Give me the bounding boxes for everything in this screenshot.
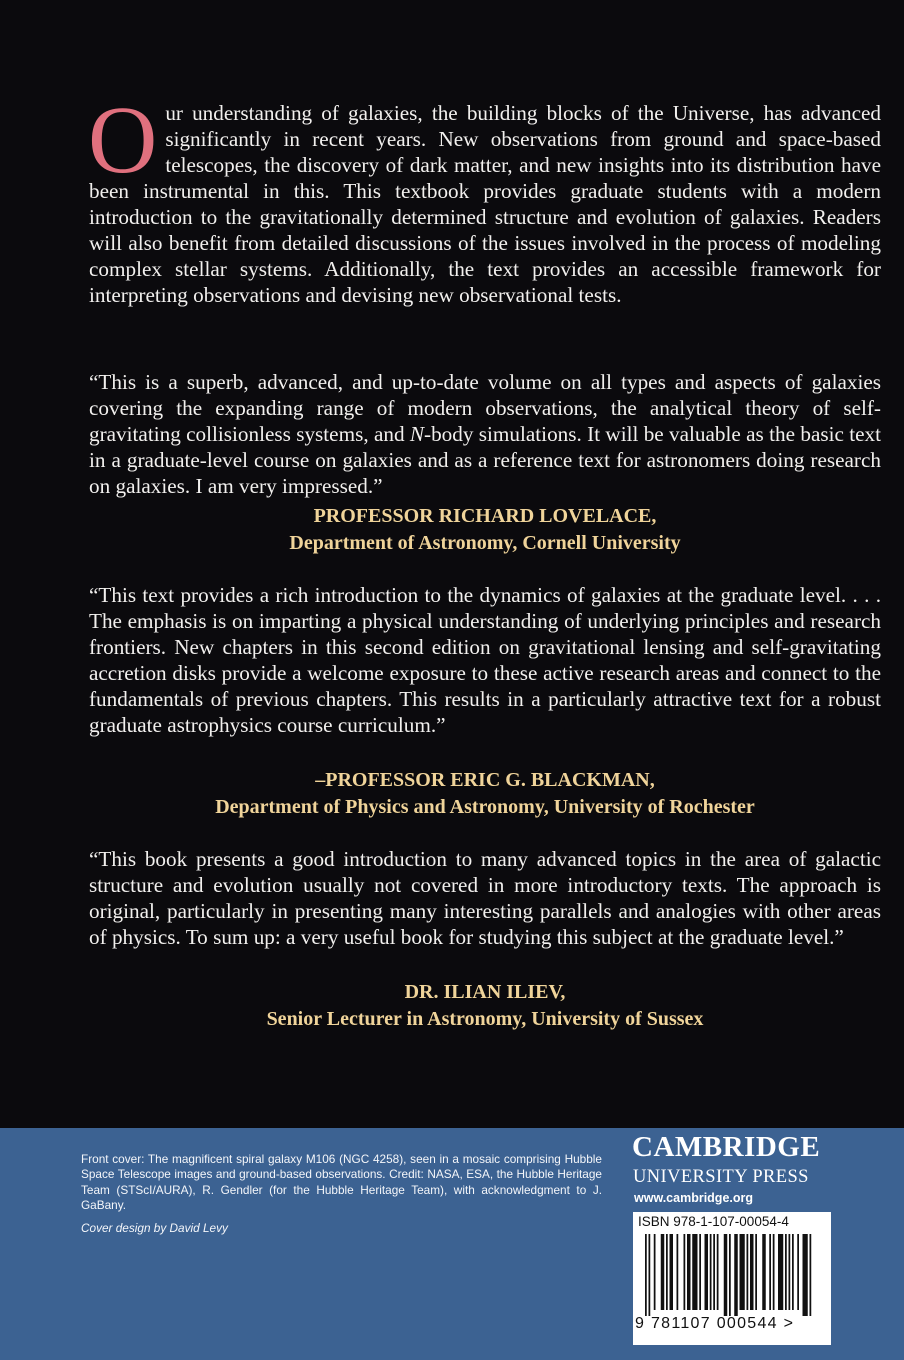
barcode-bar (750, 1234, 754, 1310)
barcode-bar (734, 1234, 738, 1316)
barcode-bar (670, 1234, 674, 1310)
barcode-bar (705, 1234, 709, 1310)
barcode-bar (803, 1234, 808, 1316)
attribution-name: DR. ILIAN ILIEV, (404, 981, 566, 1003)
barcode-bar (762, 1234, 766, 1310)
attribution-name: –PROFESSOR ERIC G. BLACKMAN, (315, 769, 655, 791)
description-text: ur understanding of galaxies, the building blocks of the Universe, has advanced significantly in recent years. New observations from ground and space-based telescopes, the discovery of dark matter, and new insights into its distribution have been instrumental in this. This textbook provides graduate students with a modern introduction to the gravitationally determined structure and evolution of galaxies. Readers will also benefit from detailed discussions of the issues involved in the process of modeling complex stellar systems. Additionally, the text provides an accessible framework for interpreting observations and devising new observational tests. (89, 101, 881, 307)
attribution-affiliation: Senior Lecturer in Astronomy, University of Sussex (266, 1008, 704, 1030)
barcode-box (633, 1212, 831, 1345)
barcode-bar (692, 1234, 697, 1310)
barcode-bar (747, 1234, 749, 1310)
barcode-bar (755, 1234, 757, 1310)
barcode-icon (641, 1234, 823, 1316)
barcode-bar (717, 1234, 719, 1310)
cover-credit: Front cover: The magnificent spiral galaxy M106 (NGC 4258), seen in a mosaic comprising Hubble Space Telescope images and ground-based observations. Credit: NASA, ESA, the Hubble Heritage Team (STScI/AURA), R. Gendler (for the Hubble Heritage Team), with acknowledgment to J. GaBany. (81, 1152, 602, 1212)
barcode-bar (724, 1234, 728, 1316)
barcode-bar (729, 1234, 731, 1316)
attribution-blackman (89, 767, 881, 821)
drop-cap: O (88, 86, 158, 193)
barcode-bar (810, 1234, 812, 1316)
barcode-bar (661, 1234, 665, 1310)
attribution-lovelace (89, 503, 881, 557)
quote-text: “This text provides a rich introduction to the dynamics of galaxies at the graduate level. . . . The emphasis is on imparting a physical understanding of underlying principles and research frontiers. New chapters in this second edition on gravitational lensing and self-gravitating accretion disks provide a welcome exposure to these active research areas and connect to the fundamentals of previous chapters. This results in a particularly attractive text for a robust graduate astrophysics course curriculum.” (89, 583, 881, 737)
barcode-bar (789, 1234, 791, 1310)
barcode-bar (792, 1234, 794, 1310)
barcode-bar (684, 1234, 686, 1310)
attribution-iliev (89, 979, 881, 1033)
barcode-bar (654, 1234, 656, 1310)
attribution-affiliation: Department of Astronomy, Cornell University (289, 532, 681, 554)
barcode-bar (797, 1234, 799, 1310)
barcode-bar (677, 1234, 679, 1310)
barcode-bar (687, 1234, 691, 1310)
attribution-affiliation: Department of Physics and Astronomy, University of Rochester (215, 796, 755, 818)
barcode-bar (740, 1234, 745, 1310)
quote-text: “This book presents a good introduction to many advanced topics in the area of galactic structure and evolution usually not covered in more introductory texts. The approach is original, particularly in presenting many interesting parallels and analogies with other areas of physics. To sum up: a very useful book for studying this subject at the graduate level.” (89, 847, 881, 949)
barcode-bar (785, 1234, 787, 1310)
isbn-label: ISBN 978-1-107-00054-4 (638, 1214, 789, 1229)
barcode-bar (645, 1234, 647, 1316)
cover-design-credit: Cover design by David Levy (81, 1221, 228, 1235)
barcode-bar (773, 1234, 775, 1310)
publisher-logo-name: CAMBRIDGE (632, 1131, 821, 1163)
barcode-bar (649, 1234, 651, 1316)
barcode-digits: 9 781107 000544 > (635, 1315, 795, 1332)
description-paragraph (88, 86, 881, 308)
attribution-name: PROFESSOR RICHARD LOVELACE, (313, 505, 657, 527)
barcode-bar (699, 1234, 701, 1310)
barcode-bar (710, 1234, 712, 1310)
barcode-bar (713, 1234, 715, 1310)
publisher-logo-subtitle: UNIVERSITY PRESS (633, 1167, 809, 1187)
barcode-bar (778, 1234, 783, 1310)
quote-lovelace (89, 369, 881, 499)
barcode-bar (769, 1234, 771, 1310)
quote-text: “This is a superb, advanced, and up-to-date volume on all types and aspects of galaxies covering the expanding range of modern observations, the analytical theory of self-gravitating collisionless systems, and N-body simulations. It will be valuable as the basic text in a graduate-level course on galaxies and as a reference text for astronomers doing research on galaxies. I am very impressed.” (89, 370, 881, 498)
barcode-bar (666, 1234, 668, 1310)
publisher-url: www.cambridge.org (634, 1191, 754, 1205)
quote-blackman (89, 582, 881, 738)
quote-iliev (89, 846, 881, 950)
